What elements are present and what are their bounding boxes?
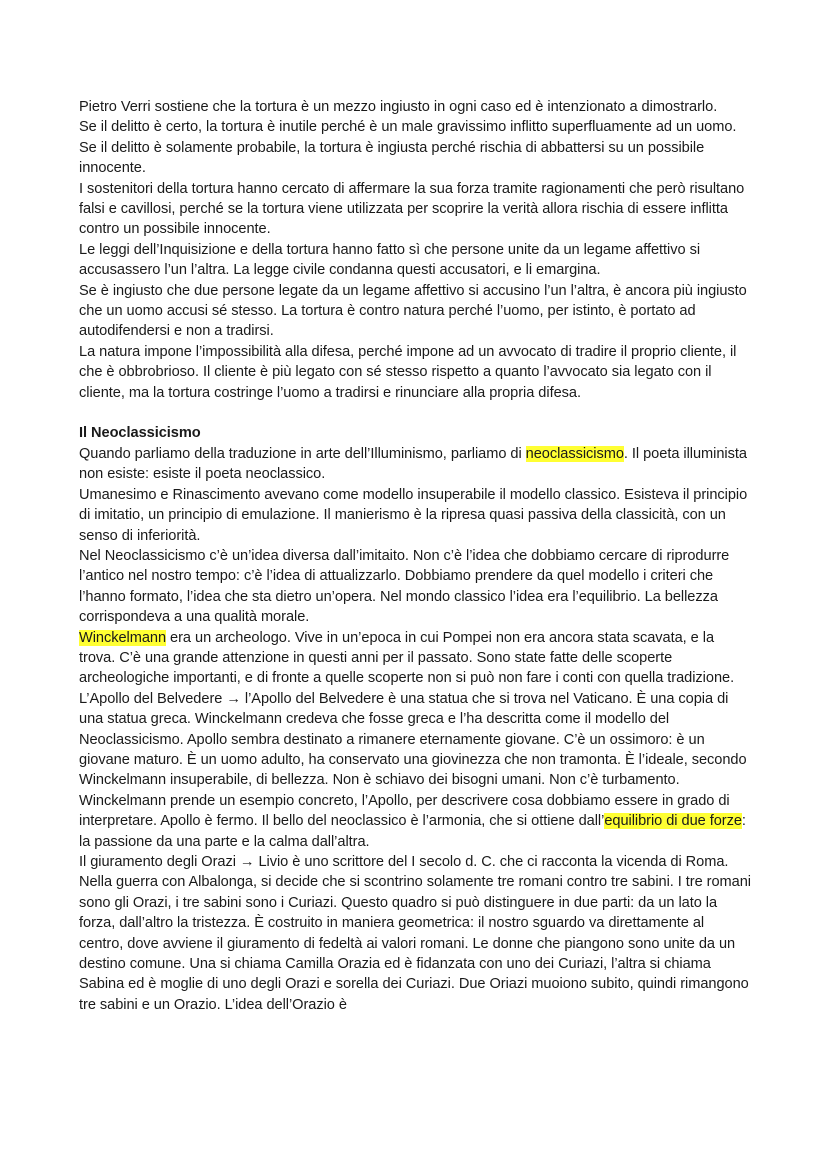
paragraph: Nel Neoclassicismo c’è un’idea diversa dall’imitaito. Non c’è l’idea che dobbiamo cercare di riprodurre l’antico nel nostro tempo: c’è l’idea di attualizzarlo. Dobbiamo prendere da quel modello i criteri che l’hanno formato, l’idea che sta dietro un’opera. Nel mondo classico l’idea era l’equilibrio. La bellezza corrispondeva a una qualità morale. xyxy=(79,547,730,626)
paragraph: I sostenitori della tortura hanno cercato di affermare la sua forza tramite ragionamenti che però risultano falsi e cavillosi, perché se la tortura viene utilizzata per scoprire la verità allora rischia di essere inflitta contro un possibile innocente. xyxy=(79,180,745,238)
paragraph: Pietro Verri sostiene che la tortura è un mezzo ingiusto in ogni caso ed è intenzionato a dimostrarlo. xyxy=(79,99,718,115)
paragraph: La natura impone l’impossibilità alla difesa, perché impone ad un avvocato di tradire il proprio cliente, il che è obbrobrioso. Il cliente è più legato con sé stesso rispetto a quanto l’avvocato sia legato con il cliente, ma la tortura costringe l’uomo a tradirsi e rinunciare alla propria difesa. xyxy=(79,343,737,401)
paragraph: Il giuramento degli Orazi → Livio è uno scrittore del I secolo d. C. che ci racconta la vicenda di Roma. Nella guerra con Albalonga, si decide che si scontrino solamente tre romani contro tre sabini. I tre romani sono gli Orazi, i tre sabini sono i Curiazi. Questo quadro si può distinguere in due parti: da un lato la forza, dall’altro la tristezza. È costruito in maniera geometrica: il nostro sguardo va direttamente al centro, dove avviene il giuramento di fedeltà ai valori romani. Le donne che piangono sono unite da un destino comune. Una si chiama Camilla Orazia ed è fidanzata con uno dei Curiazi, l’altra si chiama Sabina ed è moglie di uno degli Orazi e sorella dei Curiazi. Due Oriazi muoiono subito, quindi rimangono tre sabini e un Orazio. L’idea dell’Orazio è xyxy=(79,854,751,1013)
paragraph: Se il delitto è solamente probabile, la tortura è ingiusta perché rischia di abbattersi su un possibile innocente. xyxy=(79,139,705,177)
blank-line xyxy=(79,403,751,423)
text-run: . Il poeta illuminista non esiste: esiste il poeta neoclassico. xyxy=(79,445,747,483)
paragraph xyxy=(79,628,751,689)
text-run: L’Apollo del Belvedere → l’Apollo del Belvedere è una statua che si trova nel Vaticano. È una copia di una statua greca. Winckelmann credeva che fosse greca e l’ha descritta come il modello del Neoclassicismo. Apollo sembra destinato a rimanere eternamente giovane. C’è un ossimoro: è un giovane maturo. È un uomo adulto, ha conservato una giovinezza che non tramonta. È l’ideale, secondo Winckelmann insuperabile, di bellezza. Non è schiavo dei bisogni umani. Non c’è turbamento. Winckelmann prende un esempio concreto, l’Apollo, per descrivere cosa dobbiamo essere in grado di interpretare. Apollo è fermo. Il bello del neoclassico è l’armonia, che si ottiene dall’ xyxy=(79,690,747,830)
paragraph xyxy=(79,444,751,485)
highlighted-term: neoclassicismo xyxy=(525,445,624,462)
highlighted-term: Winckelmann xyxy=(79,629,167,646)
text-run: : la passione da una parte e la calma dall’altra. xyxy=(79,813,746,850)
paragraph: Le leggi dell’Inquisizione e della tortura hanno fatto sì che persone unite da un legame affettivo si accusassero l’un l’altra. La legge civile condanna questi accusatori, e li emargina. xyxy=(79,241,701,279)
document-page xyxy=(79,97,751,1015)
highlighted-term: equilibrio di due forze xyxy=(604,813,742,830)
text-run: Quando parliamo della traduzione in arte dell’Illuminismo, parliamo di xyxy=(79,445,526,462)
paragraph xyxy=(79,689,751,852)
paragraph: Umanesimo e Rinascimento avevano come modello insuperabile il modello classico. Esisteva il principio di imitatio, un principio di emulazione. Il manierismo è la ripresa quasi passiva della classicità, con un senso di inferiorità. xyxy=(79,486,748,544)
section-heading: Il Neoclassicismo xyxy=(79,425,201,442)
paragraph: Se è ingiusto che due persone legate da un legame affettivo si accusino l’un l’altra, è ancora più ingiusto che un uomo accusi sé stesso. La tortura è contro natura perché l’uomo, per istinto, è portato ad autodifendersi e non a tradirsi. xyxy=(79,282,747,340)
paragraph: Se il delitto è certo, la tortura è inutile perché è un male gravissimo inflitto superfluamente ad un uomo. xyxy=(79,119,737,136)
text-run: era un archeologo. Vive in un’epoca in cui Pompei non era ancora stata scavata, e la trova. C’è una grande attenzione in questi anni per il passato. Sono state fatte delle scoperte archeologiche importanti, e di fronte a quelle scoperte non si può non fare i conti con quella tradizione. xyxy=(79,629,735,687)
